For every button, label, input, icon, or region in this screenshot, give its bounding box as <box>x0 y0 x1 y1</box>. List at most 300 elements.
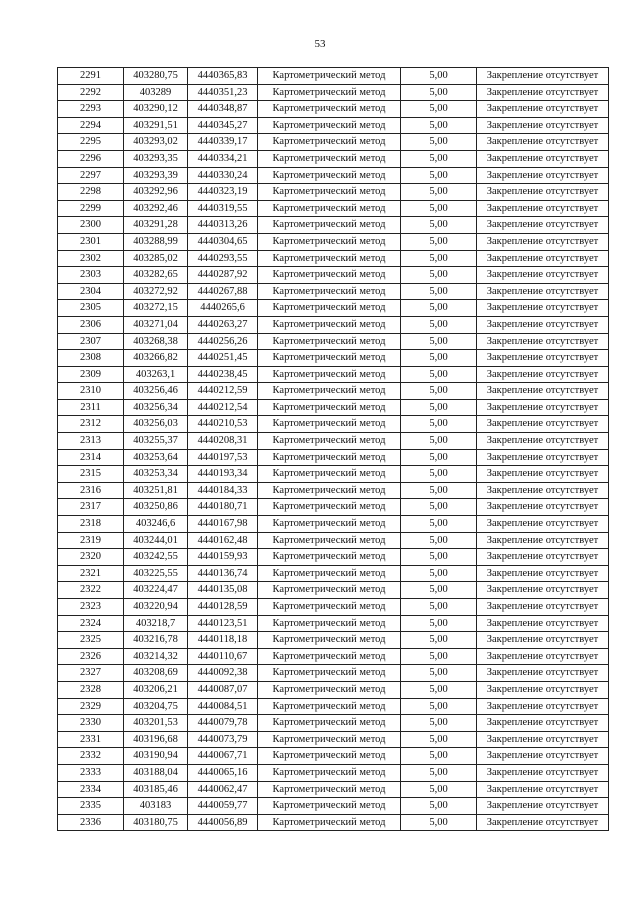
method-cell: Картометрический метод <box>258 466 401 483</box>
table-row <box>58 283 609 300</box>
y-coordinate-cell: 4440238,45 <box>188 366 258 383</box>
y-coordinate-cell: 4440304,65 <box>188 233 258 250</box>
point-number-cell: 2308 <box>58 350 124 367</box>
x-coordinate-cell: 403293,39 <box>124 167 188 184</box>
page-number: 53 <box>314 38 326 50</box>
y-coordinate-cell: 4440263,27 <box>188 316 258 333</box>
x-coordinate-cell: 403190,94 <box>124 748 188 765</box>
point-number-cell: 2335 <box>58 798 124 815</box>
fixation-cell: Закрепление отсутствует <box>477 698 609 715</box>
method-cell: Картометрический метод <box>258 250 401 267</box>
fixation-cell: Закрепление отсутствует <box>477 499 609 516</box>
y-coordinate-cell: 4440293,55 <box>188 250 258 267</box>
point-number-cell: 2323 <box>58 599 124 616</box>
y-coordinate-cell: 4440135,08 <box>188 582 258 599</box>
table-row <box>58 316 609 333</box>
fixation-cell: Закрепление отсутствует <box>477 184 609 201</box>
y-coordinate-cell: 4440319,55 <box>188 200 258 217</box>
fixation-cell: Закрепление отсутствует <box>477 416 609 433</box>
point-number-cell: 2320 <box>58 549 124 566</box>
method-cell: Картометрический метод <box>258 399 401 416</box>
precision-cell: 5,00 <box>401 516 477 533</box>
point-number-cell: 2321 <box>58 565 124 582</box>
method-cell: Картометрический метод <box>258 615 401 632</box>
point-number-cell: 2296 <box>58 150 124 167</box>
x-coordinate-cell: 403204,75 <box>124 698 188 715</box>
fixation-cell: Закрепление отсутствует <box>477 731 609 748</box>
fixation-cell: Закрепление отсутствует <box>477 648 609 665</box>
method-cell: Картометрический метод <box>258 599 401 616</box>
y-coordinate-cell: 4440162,48 <box>188 532 258 549</box>
y-coordinate-cell: 4440267,88 <box>188 283 258 300</box>
y-coordinate-cell: 4440365,83 <box>188 68 258 85</box>
x-coordinate-cell: 403183 <box>124 798 188 815</box>
fixation-cell: Закрепление отсутствует <box>477 267 609 284</box>
table-row <box>58 250 609 267</box>
method-cell: Картометрический метод <box>258 300 401 317</box>
point-number-cell: 2301 <box>58 233 124 250</box>
table-row <box>58 217 609 234</box>
method-cell: Картометрический метод <box>258 499 401 516</box>
method-cell: Картометрический метод <box>258 781 401 798</box>
y-coordinate-cell: 4440193,34 <box>188 466 258 483</box>
point-number-cell: 2293 <box>58 101 124 118</box>
fixation-cell: Закрепление отсутствует <box>477 433 609 450</box>
point-number-cell: 2328 <box>58 681 124 698</box>
y-coordinate-cell: 4440345,27 <box>188 117 258 134</box>
y-coordinate-cell: 4440348,87 <box>188 101 258 118</box>
point-number-cell: 2334 <box>58 781 124 798</box>
point-number-cell: 2336 <box>58 814 124 831</box>
y-coordinate-cell: 4440056,89 <box>188 814 258 831</box>
table-row <box>58 399 609 416</box>
precision-cell: 5,00 <box>401 798 477 815</box>
method-cell: Картометрический метод <box>258 648 401 665</box>
y-coordinate-cell: 4440256,26 <box>188 333 258 350</box>
x-coordinate-cell: 403292,96 <box>124 184 188 201</box>
y-coordinate-cell: 4440059,77 <box>188 798 258 815</box>
y-coordinate-cell: 4440208,31 <box>188 433 258 450</box>
point-number-cell: 2332 <box>58 748 124 765</box>
fixation-cell: Закрепление отсутствует <box>477 366 609 383</box>
y-coordinate-cell: 4440210,53 <box>188 416 258 433</box>
method-cell: Картометрический метод <box>258 731 401 748</box>
precision-cell: 5,00 <box>401 101 477 118</box>
fixation-cell: Закрепление отсутствует <box>477 516 609 533</box>
table-row <box>58 383 609 400</box>
precision-cell: 5,00 <box>401 781 477 798</box>
fixation-cell: Закрепление отсутствует <box>477 283 609 300</box>
fixation-cell: Закрепление отсутствует <box>477 466 609 483</box>
method-cell: Картометрический метод <box>258 350 401 367</box>
table-row <box>58 84 609 101</box>
x-coordinate-cell: 403285,02 <box>124 250 188 267</box>
precision-cell: 5,00 <box>401 764 477 781</box>
point-number-cell: 2318 <box>58 516 124 533</box>
method-cell: Картометрический метод <box>258 565 401 582</box>
fixation-cell: Закрепление отсутствует <box>477 615 609 632</box>
point-number-cell: 2307 <box>58 333 124 350</box>
precision-cell: 5,00 <box>401 615 477 632</box>
x-coordinate-cell: 403263,1 <box>124 366 188 383</box>
fixation-cell: Закрепление отсутствует <box>477 383 609 400</box>
x-coordinate-cell: 403256,34 <box>124 399 188 416</box>
precision-cell: 5,00 <box>401 582 477 599</box>
x-coordinate-cell: 403280,75 <box>124 68 188 85</box>
x-coordinate-cell: 403180,75 <box>124 814 188 831</box>
point-number-cell: 2300 <box>58 217 124 234</box>
method-cell: Картометрический метод <box>258 150 401 167</box>
point-number-cell: 2306 <box>58 316 124 333</box>
method-cell: Картометрический метод <box>258 416 401 433</box>
table-row <box>58 267 609 284</box>
fixation-cell: Закрепление отсутствует <box>477 300 609 317</box>
method-cell: Картометрический метод <box>258 101 401 118</box>
x-coordinate-cell: 403282,65 <box>124 267 188 284</box>
y-coordinate-cell: 4440212,54 <box>188 399 258 416</box>
y-coordinate-cell: 4440159,93 <box>188 549 258 566</box>
table-body <box>58 68 609 831</box>
point-number-cell: 2322 <box>58 582 124 599</box>
x-coordinate-cell: 403288,99 <box>124 233 188 250</box>
table-row <box>58 632 609 649</box>
point-number-cell: 2302 <box>58 250 124 267</box>
point-number-cell: 2333 <box>58 764 124 781</box>
method-cell: Картометрический метод <box>258 316 401 333</box>
x-coordinate-cell: 403266,82 <box>124 350 188 367</box>
x-coordinate-cell: 403216,78 <box>124 632 188 649</box>
fixation-cell: Закрепление отсутствует <box>477 333 609 350</box>
point-number-cell: 2325 <box>58 632 124 649</box>
x-coordinate-cell: 403188,04 <box>124 764 188 781</box>
precision-cell: 5,00 <box>401 698 477 715</box>
point-number-cell: 2329 <box>58 698 124 715</box>
x-coordinate-cell: 403292,46 <box>124 200 188 217</box>
table-row <box>58 764 609 781</box>
table-row <box>58 698 609 715</box>
coordinates-table <box>57 67 609 831</box>
table-row <box>58 416 609 433</box>
x-coordinate-cell: 403272,92 <box>124 283 188 300</box>
method-cell: Картометрический метод <box>258 665 401 682</box>
table-row <box>58 615 609 632</box>
method-cell: Картометрический метод <box>258 167 401 184</box>
y-coordinate-cell: 4440265,6 <box>188 300 258 317</box>
precision-cell: 5,00 <box>401 449 477 466</box>
fixation-cell: Закрепление отсутствует <box>477 764 609 781</box>
precision-cell: 5,00 <box>401 665 477 682</box>
fixation-cell: Закрепление отсутствует <box>477 350 609 367</box>
precision-cell: 5,00 <box>401 350 477 367</box>
precision-cell: 5,00 <box>401 565 477 582</box>
method-cell: Картометрический метод <box>258 366 401 383</box>
x-coordinate-cell: 403206,21 <box>124 681 188 698</box>
point-number-cell: 2314 <box>58 449 124 466</box>
x-coordinate-cell: 403256,03 <box>124 416 188 433</box>
y-coordinate-cell: 4440167,98 <box>188 516 258 533</box>
precision-cell: 5,00 <box>401 167 477 184</box>
point-number-cell: 2295 <box>58 134 124 151</box>
table-row <box>58 549 609 566</box>
precision-cell: 5,00 <box>401 731 477 748</box>
point-number-cell: 2326 <box>58 648 124 665</box>
y-coordinate-cell: 4440110,67 <box>188 648 258 665</box>
table-row <box>58 681 609 698</box>
point-number-cell: 2331 <box>58 731 124 748</box>
precision-cell: 5,00 <box>401 283 477 300</box>
y-coordinate-cell: 4440339,17 <box>188 134 258 151</box>
table-row <box>58 798 609 815</box>
method-cell: Картометрический метод <box>258 814 401 831</box>
x-coordinate-cell: 403271,04 <box>124 316 188 333</box>
x-coordinate-cell: 403293,02 <box>124 134 188 151</box>
table-row <box>58 101 609 118</box>
precision-cell: 5,00 <box>401 715 477 732</box>
x-coordinate-cell: 403251,81 <box>124 482 188 499</box>
point-number-cell: 2309 <box>58 366 124 383</box>
precision-cell: 5,00 <box>401 648 477 665</box>
table-row <box>58 499 609 516</box>
x-coordinate-cell: 403256,46 <box>124 383 188 400</box>
point-number-cell: 2317 <box>58 499 124 516</box>
precision-cell: 5,00 <box>401 233 477 250</box>
point-number-cell: 2315 <box>58 466 124 483</box>
fixation-cell: Закрепление отсутствует <box>477 316 609 333</box>
table-row <box>58 715 609 732</box>
method-cell: Картометрический метод <box>258 632 401 649</box>
x-coordinate-cell: 403208,69 <box>124 665 188 682</box>
fixation-cell: Закрепление отсутствует <box>477 233 609 250</box>
fixation-cell: Закрепление отсутствует <box>477 632 609 649</box>
precision-cell: 5,00 <box>401 482 477 499</box>
y-coordinate-cell: 4440087,07 <box>188 681 258 698</box>
fixation-cell: Закрепление отсутствует <box>477 84 609 101</box>
fixation-cell: Закрепление отсутствует <box>477 549 609 566</box>
method-cell: Картометрический метод <box>258 267 401 284</box>
method-cell: Картометрический метод <box>258 68 401 85</box>
y-coordinate-cell: 4440084,51 <box>188 698 258 715</box>
table-row <box>58 648 609 665</box>
precision-cell: 5,00 <box>401 366 477 383</box>
point-number-cell: 2316 <box>58 482 124 499</box>
precision-cell: 5,00 <box>401 333 477 350</box>
table-row <box>58 582 609 599</box>
precision-cell: 5,00 <box>401 549 477 566</box>
method-cell: Картометрический метод <box>258 715 401 732</box>
table-row <box>58 350 609 367</box>
y-coordinate-cell: 4440128,59 <box>188 599 258 616</box>
method-cell: Картометрический метод <box>258 233 401 250</box>
table-row <box>58 665 609 682</box>
table-row <box>58 731 609 748</box>
point-number-cell: 2291 <box>58 68 124 85</box>
y-coordinate-cell: 4440323,19 <box>188 184 258 201</box>
precision-cell: 5,00 <box>401 250 477 267</box>
fixation-cell: Закрепление отсутствует <box>477 715 609 732</box>
fixation-cell: Закрепление отсутствует <box>477 681 609 698</box>
x-coordinate-cell: 403218,7 <box>124 615 188 632</box>
point-number-cell: 2312 <box>58 416 124 433</box>
x-coordinate-cell: 403253,34 <box>124 466 188 483</box>
y-coordinate-cell: 4440287,92 <box>188 267 258 284</box>
x-coordinate-cell: 403201,53 <box>124 715 188 732</box>
fixation-cell: Закрепление отсутствует <box>477 250 609 267</box>
point-number-cell: 2292 <box>58 84 124 101</box>
y-coordinate-cell: 4440334,21 <box>188 150 258 167</box>
precision-cell: 5,00 <box>401 748 477 765</box>
x-coordinate-cell: 403225,55 <box>124 565 188 582</box>
method-cell: Картометрический метод <box>258 698 401 715</box>
method-cell: Картометрический метод <box>258 117 401 134</box>
x-coordinate-cell: 403253,64 <box>124 449 188 466</box>
method-cell: Картометрический метод <box>258 549 401 566</box>
fixation-cell: Закрепление отсутствует <box>477 449 609 466</box>
method-cell: Картометрический метод <box>258 582 401 599</box>
precision-cell: 5,00 <box>401 300 477 317</box>
method-cell: Картометрический метод <box>258 283 401 300</box>
fixation-cell: Закрепление отсутствует <box>477 101 609 118</box>
y-coordinate-cell: 4440123,51 <box>188 615 258 632</box>
table-row <box>58 184 609 201</box>
fixation-cell: Закрепление отсутствует <box>477 665 609 682</box>
y-coordinate-cell: 4440212,59 <box>188 383 258 400</box>
table-row <box>58 532 609 549</box>
method-cell: Картометрический метод <box>258 84 401 101</box>
precision-cell: 5,00 <box>401 532 477 549</box>
x-coordinate-cell: 403255,37 <box>124 433 188 450</box>
x-coordinate-cell: 403214,32 <box>124 648 188 665</box>
fixation-cell: Закрепление отсутствует <box>477 134 609 151</box>
y-coordinate-cell: 4440136,74 <box>188 565 258 582</box>
method-cell: Картометрический метод <box>258 333 401 350</box>
table-row <box>58 433 609 450</box>
precision-cell: 5,00 <box>401 433 477 450</box>
precision-cell: 5,00 <box>401 416 477 433</box>
fixation-cell: Закрепление отсутствует <box>477 599 609 616</box>
method-cell: Картометрический метод <box>258 798 401 815</box>
x-coordinate-cell: 403185,46 <box>124 781 188 798</box>
table-row <box>58 134 609 151</box>
y-coordinate-cell: 4440065,16 <box>188 764 258 781</box>
y-coordinate-cell: 4440197,53 <box>188 449 258 466</box>
point-number-cell: 2313 <box>58 433 124 450</box>
y-coordinate-cell: 4440330,24 <box>188 167 258 184</box>
x-coordinate-cell: 403289 <box>124 84 188 101</box>
point-number-cell: 2310 <box>58 383 124 400</box>
x-coordinate-cell: 403250,86 <box>124 499 188 516</box>
fixation-cell: Закрепление отсутствует <box>477 68 609 85</box>
precision-cell: 5,00 <box>401 117 477 134</box>
y-coordinate-cell: 4440067,71 <box>188 748 258 765</box>
y-coordinate-cell: 4440092,38 <box>188 665 258 682</box>
x-coordinate-cell: 403272,15 <box>124 300 188 317</box>
table-row <box>58 233 609 250</box>
method-cell: Картометрический метод <box>258 383 401 400</box>
y-coordinate-cell: 4440180,71 <box>188 499 258 516</box>
method-cell: Картометрический метод <box>258 681 401 698</box>
precision-cell: 5,00 <box>401 466 477 483</box>
y-coordinate-cell: 4440184,33 <box>188 482 258 499</box>
method-cell: Картометрический метод <box>258 217 401 234</box>
method-cell: Картометрический метод <box>258 200 401 217</box>
fixation-cell: Закрепление отсутствует <box>477 150 609 167</box>
method-cell: Картометрический метод <box>258 516 401 533</box>
y-coordinate-cell: 4440313,26 <box>188 217 258 234</box>
point-number-cell: 2319 <box>58 532 124 549</box>
x-coordinate-cell: 403220,94 <box>124 599 188 616</box>
precision-cell: 5,00 <box>401 184 477 201</box>
precision-cell: 5,00 <box>401 599 477 616</box>
table-row <box>58 333 609 350</box>
table-row <box>58 466 609 483</box>
precision-cell: 5,00 <box>401 150 477 167</box>
fixation-cell: Закрепление отсутствует <box>477 217 609 234</box>
table-row <box>58 449 609 466</box>
point-number-cell: 2304 <box>58 283 124 300</box>
table-row <box>58 565 609 582</box>
fixation-cell: Закрепление отсутствует <box>477 748 609 765</box>
method-cell: Картометрический метод <box>258 764 401 781</box>
method-cell: Картометрический метод <box>258 449 401 466</box>
fixation-cell: Закрепление отсутствует <box>477 565 609 582</box>
x-coordinate-cell: 403224,47 <box>124 582 188 599</box>
table-row <box>58 68 609 85</box>
x-coordinate-cell: 403291,51 <box>124 117 188 134</box>
table-row <box>58 150 609 167</box>
table-row <box>58 117 609 134</box>
table-row <box>58 516 609 533</box>
point-number-cell: 2297 <box>58 167 124 184</box>
y-coordinate-cell: 4440079,78 <box>188 715 258 732</box>
fixation-cell: Закрепление отсутствует <box>477 200 609 217</box>
precision-cell: 5,00 <box>401 316 477 333</box>
x-coordinate-cell: 403244,01 <box>124 532 188 549</box>
point-number-cell: 2330 <box>58 715 124 732</box>
point-number-cell: 2298 <box>58 184 124 201</box>
point-number-cell: 2303 <box>58 267 124 284</box>
precision-cell: 5,00 <box>401 399 477 416</box>
precision-cell: 5,00 <box>401 68 477 85</box>
point-number-cell: 2324 <box>58 615 124 632</box>
point-number-cell: 2294 <box>58 117 124 134</box>
precision-cell: 5,00 <box>401 200 477 217</box>
precision-cell: 5,00 <box>401 499 477 516</box>
y-coordinate-cell: 4440073,79 <box>188 731 258 748</box>
precision-cell: 5,00 <box>401 267 477 284</box>
table-row <box>58 366 609 383</box>
precision-cell: 5,00 <box>401 84 477 101</box>
table-row <box>58 300 609 317</box>
method-cell: Картометрический метод <box>258 532 401 549</box>
x-coordinate-cell: 403290,12 <box>124 101 188 118</box>
table-row <box>58 167 609 184</box>
precision-cell: 5,00 <box>401 814 477 831</box>
fixation-cell: Закрепление отсутствует <box>477 482 609 499</box>
fixation-cell: Закрепление отсутствует <box>477 798 609 815</box>
method-cell: Картометрический метод <box>258 134 401 151</box>
x-coordinate-cell: 403242,55 <box>124 549 188 566</box>
y-coordinate-cell: 4440351,23 <box>188 84 258 101</box>
x-coordinate-cell: 403291,28 <box>124 217 188 234</box>
y-coordinate-cell: 4440062,47 <box>188 781 258 798</box>
fixation-cell: Закрепление отсутствует <box>477 167 609 184</box>
precision-cell: 5,00 <box>401 383 477 400</box>
fixation-cell: Закрепление отсутствует <box>477 814 609 831</box>
y-coordinate-cell: 4440118,18 <box>188 632 258 649</box>
table-row <box>58 482 609 499</box>
x-coordinate-cell: 403246,6 <box>124 516 188 533</box>
method-cell: Картометрический метод <box>258 433 401 450</box>
